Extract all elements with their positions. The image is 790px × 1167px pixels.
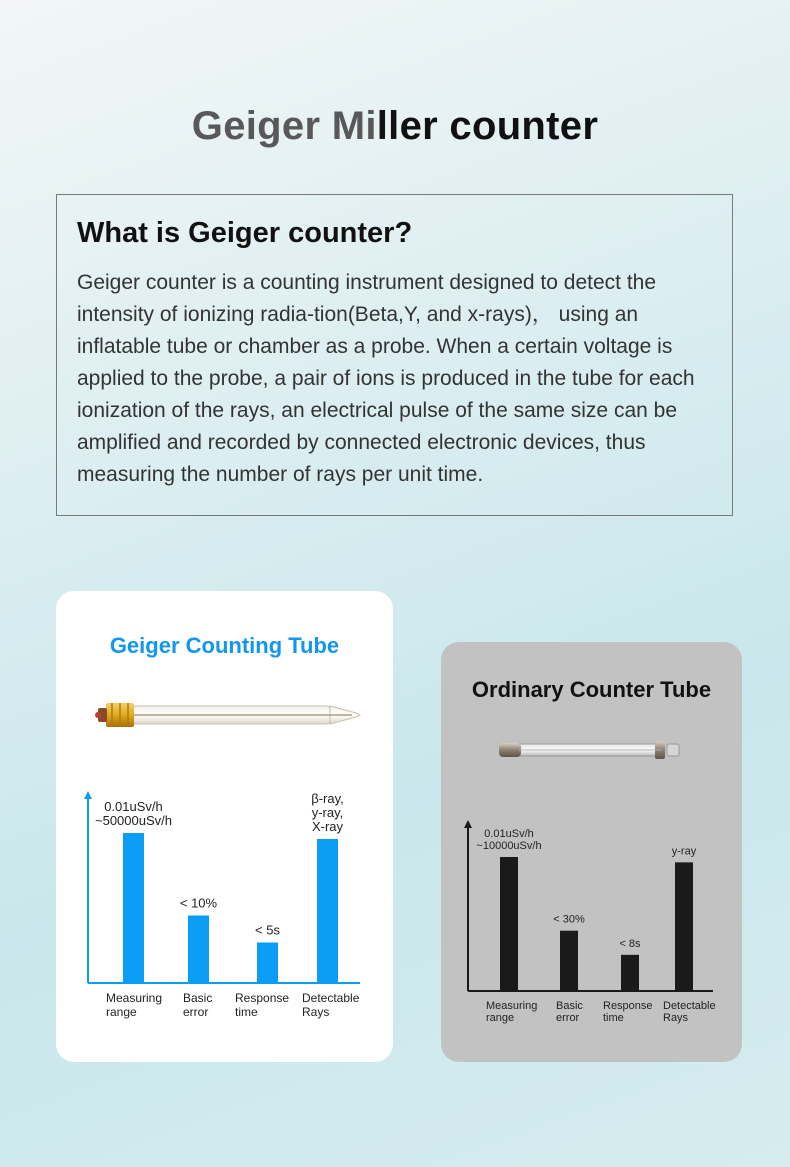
bar-value-label: 0.01uSv/h ~10000uSv/h: [476, 828, 542, 852]
bar: [317, 839, 338, 983]
y-axis-arrow-icon: [464, 820, 472, 828]
page-title-part-2: ller counter: [376, 104, 599, 148]
geiger-card-title: Geiger Counting Tube: [109, 633, 340, 658]
bar: [560, 931, 578, 991]
category-label: Basic error: [556, 1000, 583, 1024]
geiger-tube-card: [56, 591, 393, 1062]
category-label: Response time: [235, 991, 290, 1019]
geiger-chart: [56, 591, 393, 1062]
bar-value-label: < 5s: [255, 922, 280, 938]
y-axis-arrow-icon: [84, 791, 92, 799]
ordinary-card-title: Ordinary Counter Tube: [471, 677, 712, 702]
bar-value-label: < 10%: [179, 895, 218, 911]
bar: [123, 833, 144, 983]
category-label: Measuring range: [486, 1000, 538, 1024]
bar-value-label: β-ray, y-ray, X-ray: [311, 791, 344, 834]
category-label: Detectable Rays: [663, 1000, 716, 1024]
bar: [500, 857, 518, 991]
bar-value-label: < 8s: [619, 937, 641, 950]
ordinary-tube-card: [441, 642, 742, 1062]
bar: [257, 943, 278, 984]
category-label: Measuring range: [106, 991, 163, 1019]
bar-value-label: 0.01uSv/h ~50000uSv/h: [95, 799, 172, 828]
category-label: Response time: [603, 1000, 653, 1024]
ordinary-chart: [441, 642, 742, 1062]
bar-value-label: < 30%: [553, 913, 585, 926]
info-heading: What is Geiger counter?: [77, 217, 413, 249]
page-title-part-1: Geiger Mi: [191, 104, 377, 148]
bar-value-label: y-ray: [671, 845, 697, 858]
bar: [621, 955, 639, 991]
category-label: Basic error: [183, 991, 213, 1019]
bar: [675, 862, 693, 991]
page-title: [0, 104, 790, 149]
category-label: Detectable Rays: [302, 991, 360, 1019]
bar: [188, 916, 209, 984]
info-box: [56, 194, 733, 516]
info-body: Geiger counter is a counting instrument designed to detect the intensity of ionizing radia-tion(Beta,Y, and x-rays)， using an inflatable tube or chamber as a probe. When a certain voltage is applied to the probe, a pair of ions is produced in the tube for each ionization of the rays, an electrical pulse of the same size can be amplified and recorded by connected electronic devices, thus measuring the number of rays per unit time.: [77, 271, 695, 486]
